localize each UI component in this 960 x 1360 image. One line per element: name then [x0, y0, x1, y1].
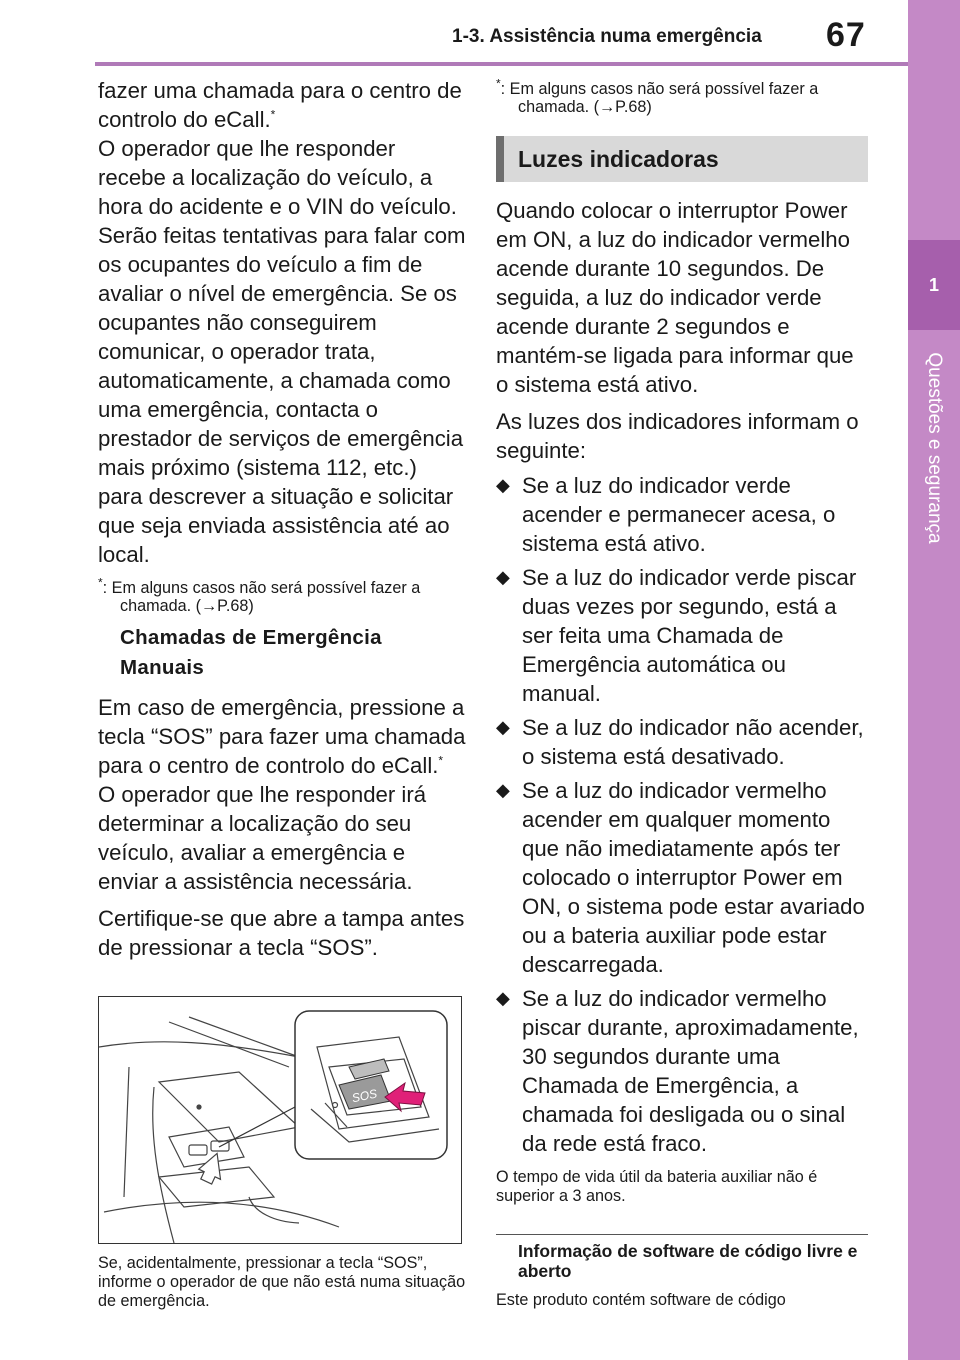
indicator-intro-paragraph: Quando colocar o interruptor Power em ON, a luz do indicador vermelho acende durante 10 segundos. De seguida, a luz do indicador verde acende durante 2 segundos e mantém-se ligada para informar que o sistema está ativo.: [496, 198, 854, 397]
indicator-meaning-intro: As luzes dos indicadores informam o seguinte:: [496, 409, 859, 463]
right-column: [496, 76, 868, 1310]
ecall-intro-paragraph: fazer uma chamada para o centro de controlo do eCall.* O operador que lhe responder recebe a localização do veículo, a hora do acidente e o VIN do veículo. Serão feitas tentativas para falar com os ocupantes do veículo a fim de avaliar o nível de emergência. Se os ocupantes não conseguirem comunicar, o operador trata, automaticamente, a chamada como uma emergência, contacta o prestador de serviços de emergência mais próximo (sistema 112, etc.) para descrever a situação e solicitar que seja enviada assistência até ao local.: [98, 78, 466, 567]
running-header-title: 1-3. Assistência numa emergência: [452, 26, 762, 47]
chapter-label: Questões e segurança: [924, 352, 945, 544]
section-title-indicator-lights: Luzes indicadoras: [496, 136, 868, 182]
header-divider: [95, 62, 908, 66]
indicator-status-list: [496, 471, 868, 1158]
chapter-side-band: [908, 0, 960, 1360]
list-item: ◆ Se a luz do indicador vermelho acender em qualquer momento que não imediatamente após ter colocado o interruptor Power em ON, o sistema pode estar avariado ou a bateria auxiliar pode estar descarregada.: [496, 776, 868, 979]
open-source-info-text: Este produto contém software de código: [496, 1291, 786, 1309]
chapter-number-tab: 1: [908, 240, 960, 330]
open-source-info-title: Informação de software de código livre e aberto: [518, 1241, 858, 1281]
list-item: ◆ Se a luz do indicador vermelho piscar durante, aproximadamente, 30 segundos durante uma Chamada de Emergência, a chamada foi desligada ou o sinal da rede está fraco.: [496, 984, 868, 1158]
page-number: 67: [826, 16, 866, 54]
battery-life-note: O tempo de vida útil da bateria auxiliar não é superior a 3 anos.: [496, 1168, 818, 1205]
open-cover-paragraph: Certifique-se que abre a tampa antes de pressionar a tecla “SOS”.: [98, 906, 465, 960]
manual-calls-subheading: Chamadas de Emergência Manuais: [120, 626, 382, 679]
list-item: ◆ Se a luz do indicador verde piscar duas vezes por segundo, está a ser feita uma Chamada de Emergência automática ou manual.: [496, 563, 868, 708]
left-column: [98, 76, 466, 1311]
list-item: ◆ Se a luz do indicador não acender, o sistema está desativado.: [496, 713, 868, 771]
list-item: ◆ Se a luz do indicador verde acender e permanecer acesa, o sistema está ativo.: [496, 471, 868, 558]
open-source-info-block: [496, 1234, 868, 1310]
figure-caption: Se, acidentalmente, pressionar a tecla “SOS”, informe o operador de que não está numa situação de emergência.: [98, 1254, 466, 1310]
footnote-right: *: Em alguns casos não será possível fazer a chamada. (→P.68): [496, 76, 819, 116]
sos-key-label: SOS: [350, 1086, 379, 1106]
footnote: *: Em alguns casos não será possível fazer a chamada. (→P.68): [98, 575, 421, 615]
sos-button-illustration: [98, 996, 462, 1244]
manual-call-paragraph: Em caso de emergência, pressione a tecla “SOS” para fazer uma chamada para o centro de controlo do eCall.* O operador que lhe responder irá determinar a localização do seu veículo, avaliar a emergência e enviar a assistência necessária.: [98, 695, 466, 894]
